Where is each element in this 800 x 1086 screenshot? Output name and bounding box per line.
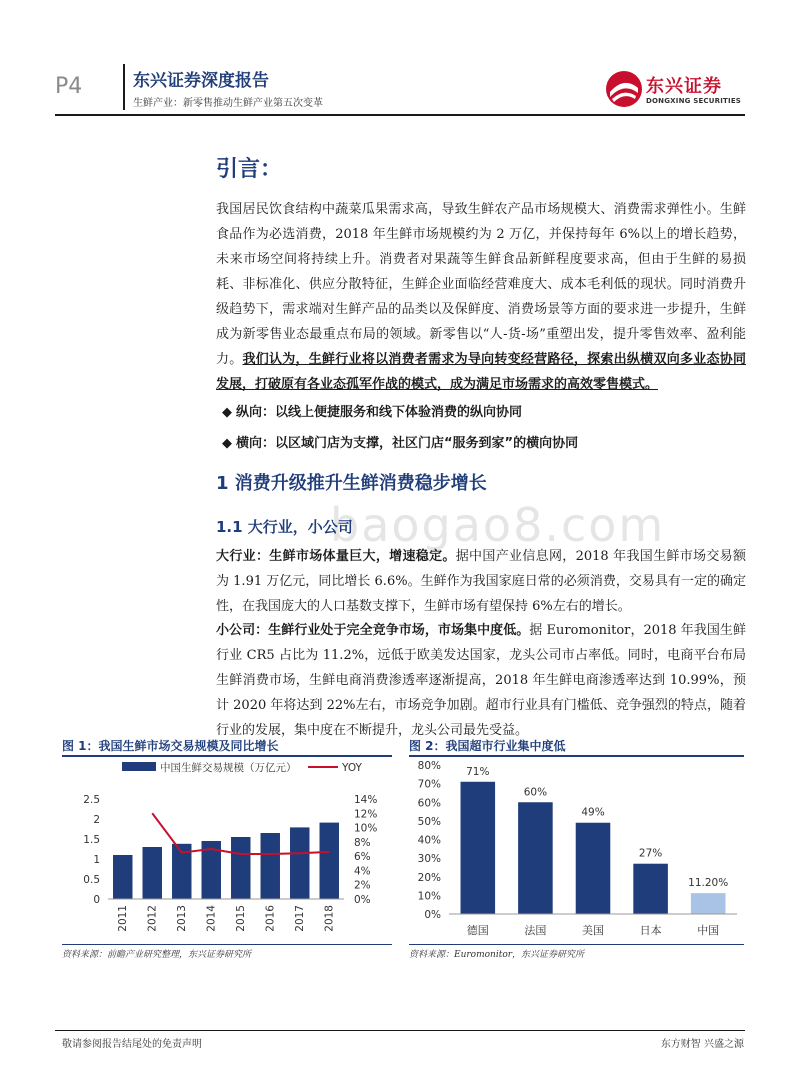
intro-body: 我国居民饮食结构中蔬菜瓜果需求高，导致生鲜农产品市场规模大、消费需求弹性小。生鲜食品作为必选消费，2018 年生鲜市场规模约为 2 万亿，并保持每年 6%以上的增长趋势，未来市场空间将持续上升。消费者对果蔬等生鲜食品新鲜程度要求高，但由于生鲜的易损耗、非标准化、供应分散特征，生鲜企业面临经营难度大、成本毛利低的现状。同时消费升级趋势下，需求端对生鲜产品的品类以及保鲜度、消费场景等方面的要求进一步提升，生鲜成为新零售业态最重点布局的领域。新零售以“人-货-场”重塑出发，提升零售效率、盈利能力。 <box>216 202 746 367</box>
subsection-heading: 1.1 大行业，小公司 <box>216 518 353 536</box>
x-tick-label: 2015 <box>234 905 247 932</box>
y-tick-label: 50% <box>417 815 441 828</box>
y-tick-label-right: 14% <box>354 794 378 806</box>
intro-emphasis: 我们认为，生鲜行业将以消费者需求为导向转变经营路径，探索出纵横双向多业态协同发展，打破原有各业态孤军作战的模式，成为满足市场需求的高效零售模式。 <box>216 352 746 392</box>
y-tick-label-left: 0.5 <box>83 874 100 886</box>
y-tick-label-right: 0% <box>354 894 371 906</box>
x-tick-label: 美国 <box>582 924 604 937</box>
page-number: P4 <box>55 74 83 99</box>
y-tick-label: 30% <box>417 853 441 866</box>
y-tick-label-right: 12% <box>354 808 378 821</box>
y-tick-label-left: 0 <box>93 894 100 906</box>
bar-2017 <box>290 827 309 899</box>
footer-disclaimer[interactable]: 敬请参阅报告结尾处的免责声明 <box>62 1039 202 1050</box>
x-tick-label: 2012 <box>146 905 159 932</box>
x-tick-label: 德国 <box>466 924 489 937</box>
y-tick-label: 70% <box>417 778 441 791</box>
paragraph-big-industry <box>216 544 746 619</box>
y-tick-label-left: 2 <box>93 814 100 826</box>
data-label: 27% <box>638 847 663 860</box>
y-tick-label-left: 1 <box>93 854 100 866</box>
bullet-text: 横向：以区域门店为支撑，社区门店“服务到家”的横向协同 <box>236 436 579 451</box>
y-tick-label-right: 2% <box>354 879 371 892</box>
figure2-bottom-rule <box>409 944 744 945</box>
figure2-source: 资料来源：Euromonitor，东兴证券研究所 <box>409 950 585 960</box>
report-subtitle: 生鲜产业：新零售推动生鲜产业第五次变革 <box>133 98 323 109</box>
paragraph-small-company <box>216 618 746 743</box>
bar-中国 <box>691 893 726 914</box>
y-tick-label-right: 8% <box>354 836 371 849</box>
paragraph-body: 据中国产业信息网，2018 年我国生鲜市场交易额为 1.91 万亿元，同比增长 6.6%。生鲜作为我国家庭日常的必须消费，交易具有一定的确定性，在我国庞大的人口基数支撑下，生鲜市场有望保持 6%左右的增长。 <box>216 549 746 614</box>
footer-rule <box>55 1030 745 1031</box>
y-tick-label-right: 6% <box>354 851 371 864</box>
figure2-chart <box>409 757 744 943</box>
data-label: 49% <box>581 806 605 819</box>
paragraph-body: 据 Euromonitor，2018 年我国生鲜行业 CR5 占比为 11.2%，远低于欧美发达国家，龙头公司市占率低。同时，电商平台布局生鲜消费市场，生鲜电商消费渗透率逐渐提高，2018 年生鲜电商渗透率达到 10.99%，预计 2020 年将达到 22%左右，市场竞争加剧。超市行业具有门槛低、竞争强烈的特点，随着行业的发展，集中度在不断提升，龙头公司最先受益。 <box>216 623 746 738</box>
figure1-chart <box>62 757 392 943</box>
bullet-text: 纵向：以线上便捷服务和线下体验消费的纵向协同 <box>236 405 523 420</box>
y-tick-label: 10% <box>417 890 441 903</box>
x-tick-label: 2014 <box>205 905 218 932</box>
legend-line-label: YOY <box>342 762 362 774</box>
x-tick-label: 2011 <box>116 905 129 932</box>
x-tick-label: 2013 <box>175 905 188 932</box>
header-rule <box>55 114 745 116</box>
paragraph-lead: 小公司：生鲜行业处于完全竞争市场，市场集中度低。 <box>216 623 530 638</box>
bar-2018 <box>320 823 339 899</box>
bar-2011 <box>113 855 132 899</box>
bar-2012 <box>143 847 162 899</box>
x-tick-label: 2017 <box>293 905 306 932</box>
x-tick-label: 日本 <box>639 924 662 937</box>
figure1-title: 图 1：我国生鲜市场交易规模及同比增长 <box>62 739 279 753</box>
intro-paragraph <box>216 197 746 397</box>
y-tick-label: 80% <box>417 760 441 772</box>
x-tick-label: 法国 <box>524 924 547 937</box>
y-tick-label-right: 10% <box>354 822 378 835</box>
bar-2015 <box>231 837 250 899</box>
bar-日本 <box>633 864 668 914</box>
y-tick-label-left: 1.5 <box>83 834 100 846</box>
paragraph-lead: 大行业：生鲜市场体量巨大，增速稳定。 <box>216 549 456 564</box>
legend-bar-label: 中国生鲜交易规模（万亿元） <box>160 762 297 774</box>
footer-slogan: 东方财智 兴盛之源 <box>660 1039 744 1050</box>
intro-heading: 引言： <box>216 157 283 182</box>
y-tick-label-right: 4% <box>354 865 371 878</box>
bullet-diamond-icon: ◆ <box>222 405 232 420</box>
x-tick-label: 2018 <box>323 905 336 932</box>
report-title: 东兴证券深度报告 <box>133 71 269 91</box>
figure1-source: 资料来源：前瞻产业研究整理，东兴证券研究所 <box>62 950 252 960</box>
y-tick-label: 20% <box>417 871 441 884</box>
bar-美国 <box>576 823 611 914</box>
section-heading: 1 消费升级推升生鲜消费稳步增长 <box>216 473 487 494</box>
y-tick-label: 60% <box>417 797 441 810</box>
bar-法国 <box>518 802 553 914</box>
watermark: baogao8.com <box>330 498 666 552</box>
logo-english: DONGXING SECURITIES <box>646 97 742 105</box>
data-label: 60% <box>523 786 548 799</box>
legend-bar-swatch <box>122 762 156 771</box>
bullet-diamond-icon: ◆ <box>222 436 232 451</box>
data-label: 71% <box>466 765 490 778</box>
y-tick-label: 40% <box>417 834 441 847</box>
bar-2016 <box>261 833 280 899</box>
y-tick-label-left: 2.5 <box>83 794 100 806</box>
bullet-horizontal <box>222 432 578 451</box>
x-tick-label: 2016 <box>264 905 277 932</box>
bullet-vertical <box>222 401 522 420</box>
logo-text: 东兴证券 <box>646 76 722 97</box>
bar-德国 <box>461 782 496 914</box>
figure1-bottom-rule <box>62 944 392 945</box>
header-divider <box>123 64 125 110</box>
data-label: 11.20% <box>688 877 729 890</box>
figure2-title: 图 2：我国超市行业集中度低 <box>409 739 566 753</box>
x-tick-label: 中国 <box>697 924 720 937</box>
y-tick-label: 0% <box>424 909 441 921</box>
